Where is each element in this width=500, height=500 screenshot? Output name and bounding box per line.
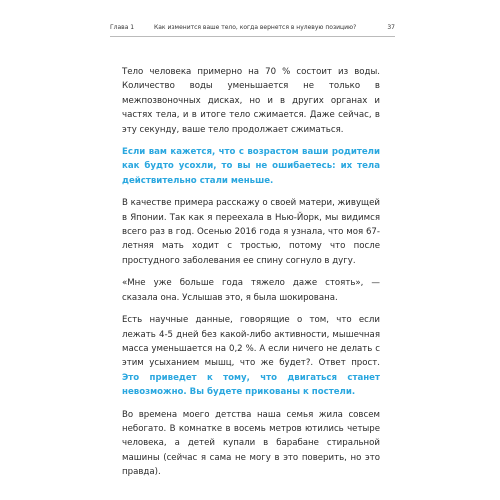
page-body — [122, 65, 380, 488]
running-header — [110, 24, 395, 37]
chapter-label: Глава 1 — [110, 24, 135, 31]
paragraph-3: В качестве примера расскажу о своей матери, живущей в Японии. Так как я переехала в Нью-Йорк, мы видимся всего раз в год. Осенью 2016 года я узнала, что моя 67-летняя мать ходит с тростью, потому что после простудного заболевания ее спину согнуло в дугу. — [122, 198, 380, 266]
paragraph-5-text: Есть научные данные, говорящие о том, что если лежать 4-5 дней без какой-либо активности, мышечная масса уменьшается на 0,2 %. А если ничего не делать с этим усыханием мышц, что же будет?. Ответ прост. — [122, 315, 380, 369]
page-number: 37 — [387, 24, 395, 31]
paragraph-5-highlight: Это приведет к тому, что двигаться станет невозможно. Вы будете прикованы к постели. — [122, 372, 380, 398]
highlight-paragraph: Если вам кажется, что с возрастом ваши родители как будто усохли, то вы не ошибаетесь: их тела действительно стали меньше. — [122, 147, 380, 186]
paragraph-5 — [122, 313, 380, 399]
running-title: Как изменится ваше тело, когда вернется в нулевую позицию? — [154, 24, 357, 31]
paragraph-4: «Мне уже больше года тяжело даже стоять», — сказала она. Услышав это, я была шокирована. — [122, 278, 380, 303]
paragraph-6: Во времена моего детства наша семья жила совсем небогато. В комнатке в восемь метров ютились четыре человека, а детей купали в барабане стиральной машины (сейчас я сама не могу в это поверить, но это правда). — [122, 409, 380, 478]
paragraph-1: Тело человека примерно на 70 % состоит из воды. Количество воды уменьшается не только в межпозвоночных дисках, но и в других органах и частях тела, и в итоге тело сжимается. Даже сейчас, в эту секунду, ваше тело продолжает сжиматься. — [122, 67, 380, 135]
